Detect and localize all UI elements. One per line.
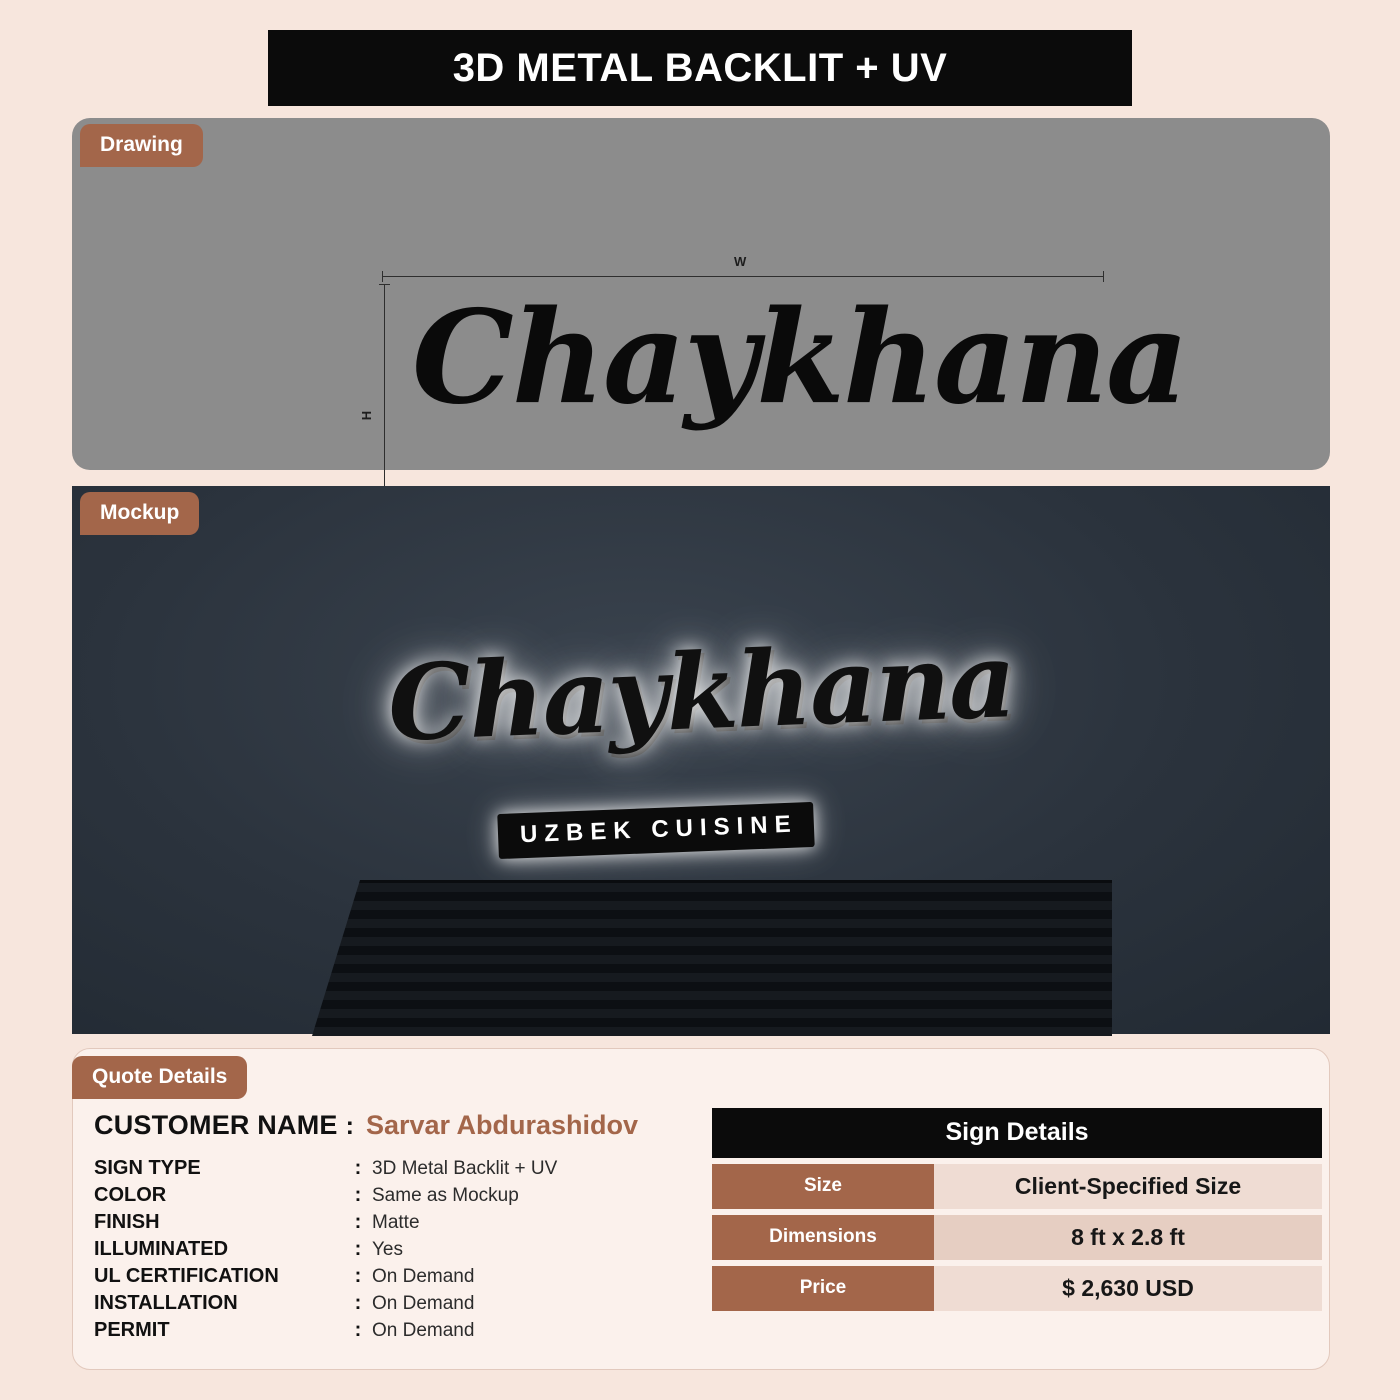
spec-key: PERMIT: [94, 1319, 170, 1341]
section-label-quote-details: Quote Details: [72, 1056, 247, 1099]
spec-key: INSTALLATION: [94, 1292, 238, 1314]
sign-details-value: $ 2,630 USD: [934, 1266, 1322, 1311]
table-row: [94, 1290, 694, 1317]
table-row: [94, 1263, 694, 1290]
spec-colon: :: [354, 1211, 362, 1233]
page-title-bar: [268, 30, 1132, 106]
section-label-mockup: Mockup: [80, 492, 199, 535]
spec-colon: :: [354, 1265, 362, 1287]
customer-name-colon: :: [345, 1112, 354, 1140]
table-row: [712, 1215, 1322, 1260]
table-row: [712, 1266, 1322, 1311]
table-row: [94, 1209, 694, 1236]
sign-details-key: Price: [712, 1266, 934, 1311]
drawing-panel: [72, 118, 1330, 470]
sign-details-value: 8 ft x 2.8 ft: [934, 1215, 1322, 1260]
page-title: 3D METAL BACKLIT + UV: [452, 45, 948, 90]
mockup-awning-shape: [312, 880, 1112, 1036]
sign-details-title: Sign Details: [712, 1108, 1322, 1158]
mockup-logo-text: Chaykhana: [385, 618, 1017, 765]
table-row: [94, 1236, 694, 1263]
spec-colon: :: [354, 1157, 362, 1179]
height-dimension-label: H: [359, 410, 375, 421]
sign-details-key: Size: [712, 1164, 934, 1209]
section-label-drawing: Drawing: [80, 124, 203, 167]
spec-colon: :: [354, 1238, 362, 1260]
spec-value: On Demand: [372, 1320, 475, 1341]
spec-table: [94, 1155, 694, 1344]
width-dimension-label: W: [734, 254, 747, 269]
spec-colon: :: [354, 1319, 362, 1341]
drawing-logo-text: Chaykhana: [412, 283, 1187, 433]
sign-details-value: Client-Specified Size: [934, 1164, 1322, 1209]
spec-key: ILLUMINATED: [94, 1238, 229, 1260]
sign-details-table: [712, 1108, 1322, 1311]
spec-value: Same as Mockup: [372, 1185, 519, 1206]
spec-key: UL CERTIFICATION: [94, 1265, 279, 1287]
spec-value: Yes: [372, 1239, 403, 1260]
spec-colon: :: [354, 1184, 362, 1206]
table-row: [712, 1164, 1322, 1209]
customer-name-row: [94, 1110, 694, 1141]
spec-key: FINISH: [94, 1211, 160, 1233]
sign-details-key: Dimensions: [712, 1215, 934, 1260]
spec-value: Matte: [372, 1212, 420, 1233]
table-row: [94, 1182, 694, 1209]
spec-colon: :: [354, 1292, 362, 1314]
drawing-canvas: [72, 118, 1330, 470]
spec-value: 3D Metal Backlit + UV: [372, 1158, 558, 1179]
customer-name-label: CUSTOMER NAME: [94, 1110, 338, 1140]
spec-key: SIGN TYPE: [94, 1157, 201, 1179]
quote-specs-block: [94, 1110, 694, 1344]
table-row: [94, 1155, 694, 1182]
mockup-subtitle-text: UZBEK CUISINE: [497, 802, 814, 859]
spec-key: COLOR: [94, 1184, 167, 1206]
spec-value: On Demand: [372, 1266, 475, 1287]
customer-name-value: Sarvar Abdurashidov: [365, 1110, 639, 1140]
width-dimension-line: [382, 276, 1104, 277]
spec-value: On Demand: [372, 1293, 475, 1314]
table-row: [94, 1317, 694, 1344]
